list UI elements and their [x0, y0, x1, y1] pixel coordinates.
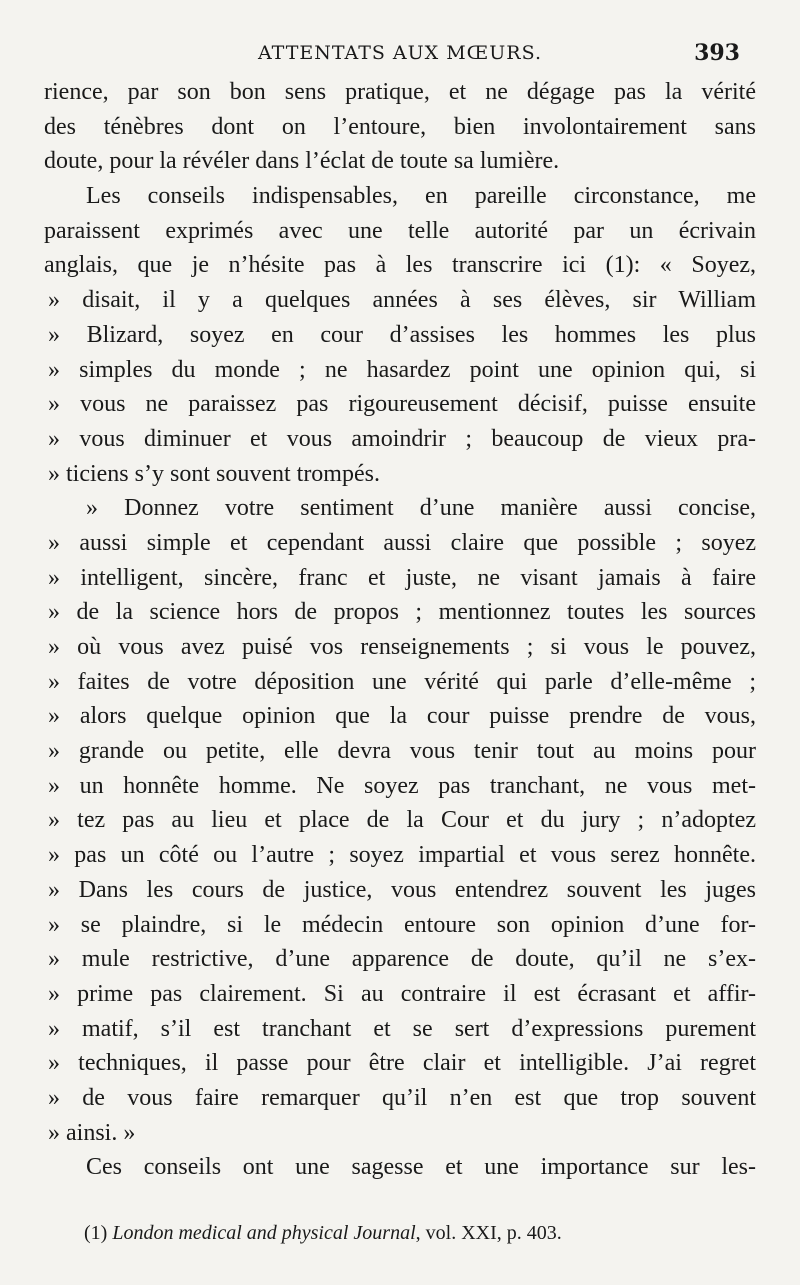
text-line: » pas un côté ou l’autre ; soyez impartial et vous serez honnête. [48, 842, 756, 869]
text-line: » un honnête homme. Ne soyez pas tranchant, ne vous met- [48, 772, 756, 799]
text-line: » tez pas au lieu et place de la Cour et du jury ; n’adoptez [48, 807, 756, 834]
text-line: » Blizard, soyez en cour d’assises les hommes les plus [48, 321, 756, 348]
text-line: » ticiens s’y sont souvent trompés. [48, 460, 380, 487]
text-line: » simples du monde ; ne hasardez point une opinion qui, si [48, 356, 756, 383]
text-line: » techniques, il passe pour être clair et intelligible. J’ai regret [48, 1050, 756, 1077]
text-line: » prime pas clairement. Si au contraire il est écrasant et affir- [48, 980, 756, 1007]
text-line: » de la science hors de propos ; mentionnez toutes les sources [48, 599, 756, 626]
text-line: » alors quelque opinion que la cour puisse prendre de vous, [48, 703, 756, 730]
text-line: anglais, que je n’hésite pas à les transcrire ici (1): « Soyez, [44, 252, 756, 279]
text-line: » vous ne paraissez pas rigoureusement décisif, puisse ensuite [48, 391, 756, 418]
text-line: » ainsi. » [48, 1119, 136, 1146]
text-line: » où vous avez puisé vos renseignements ; si vous le pouvez, [48, 634, 756, 660]
running-title: ATTENTATS AUX MŒURS. [258, 42, 542, 64]
text-line: » faites de votre déposition une vérité qui parle d’elle-même ; [48, 668, 756, 695]
footnote-reference: , vol. XXI, p. 403. [415, 1222, 562, 1244]
text-line: » mule restrictive, d’une apparence de doute, qu’il ne s’ex- [48, 946, 756, 973]
text-line: » disait, il y a quelques années à ses élèves, sir William [48, 287, 756, 314]
text-line: » matif, s’il est tranchant et se sert d’expressions purement [48, 1015, 756, 1042]
text-line: » Dans les cours de justice, vous entendrez souvent les juges [48, 876, 756, 903]
text-line: rience, par son bon sens pratique, et ne dégage pas la vérité [44, 79, 756, 105]
text-line: Ces conseils ont une sagesse et une importance sur les- [86, 1154, 756, 1181]
text-line: des ténèbres dont on l’entoure, bien involontairement sans [44, 113, 756, 140]
text-line: » intelligent, sincère, franc et juste, ne visant jamais à faire [48, 564, 756, 591]
page-number: 393 [694, 40, 740, 66]
text-line: » vous diminuer et vous amoindrir ; beaucoup de vieux pra- [48, 425, 756, 452]
text-line: » grande ou petite, elle devra vous tenir tout au moins pour [48, 738, 756, 765]
text-line: » aussi simple et cependant aussi claire que possible ; soyez [48, 529, 756, 556]
text-line: doute, pour la révéler dans l’éclat de toute sa lumière. [44, 148, 560, 175]
text-line: paraissent exprimés avec une telle autorité par un écrivain [44, 217, 756, 244]
text-line: » de vous faire remarquer qu’il n’en est que trop souvent [48, 1084, 756, 1111]
text-line: » se plaindre, si le médecin entoure son opinion d’une for- [48, 911, 756, 938]
footnote-marker: (1) [84, 1222, 108, 1244]
body-text [44, 75, 756, 1185]
text-line: Les conseils indispensables, en pareille circonstance, me [86, 183, 756, 210]
text-line: » Donnez votre sentiment d’une manière aussi concise, [86, 495, 756, 522]
footnote-title: London medical and physical Journal [112, 1222, 416, 1244]
footnote [84, 1222, 562, 1245]
